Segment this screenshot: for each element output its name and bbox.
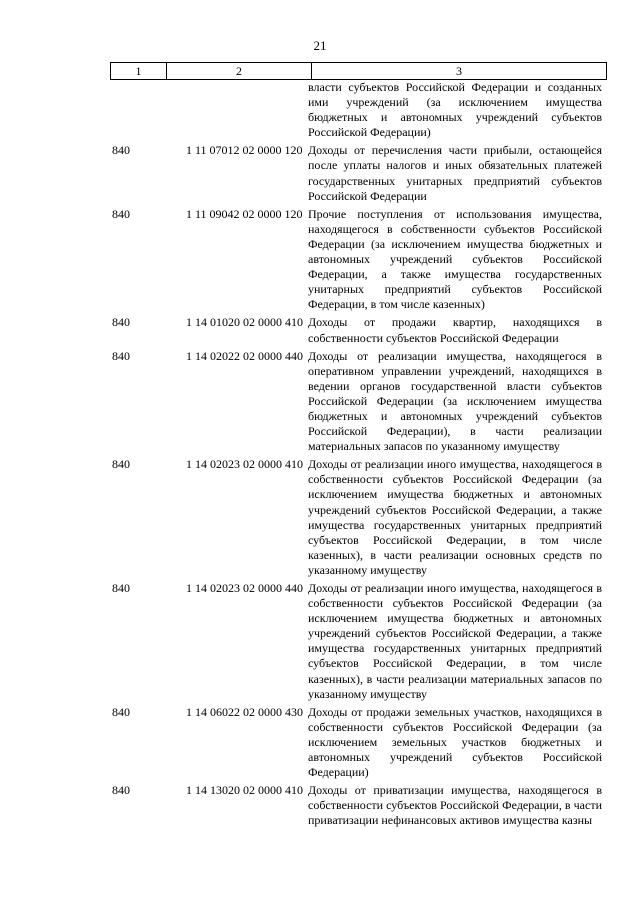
row-description: Доходы от реализации имущества, находящегося в оперативном управлении учреждений, находящихся в ведении органов государственной власти субъектов Российской Федерации (за исключением имущества бюджетных и автономных учреждений субъектов Российской Федерации), в части реализации материальных запасов по указанному имуществу [308, 348, 602, 454]
row-admin-code: 840 [112, 143, 130, 158]
row-description: Доходы от продажи квартир, находящихся в собственности субъектов Российской Федерации [308, 315, 602, 345]
table-row [0, 705, 640, 780]
row-kbk-code: 1 14 02023 02 0000 410 [186, 457, 303, 472]
row-description: Доходы от перечисления части прибыли, остающейся после уплаты налогов и иных обязательных платежей государственных унитарных предприятий субъектов Российской Федерации [308, 143, 602, 203]
table-row [0, 457, 640, 578]
table-body [0, 80, 640, 832]
row-admin-code: 840 [112, 783, 130, 798]
table-row [0, 581, 640, 702]
page-number: 21 [313, 38, 327, 53]
row-kbk-code: 1 14 02023 02 0000 440 [186, 581, 303, 595]
row-description: Доходы от приватизации имущества, находящегося в собственности субъектов Российской Федерации, в части приватизации нефинансовых активов имущества казны [308, 783, 602, 828]
row-admin-code: 840 [112, 206, 130, 221]
row-description: власти субъектов Российской Федерации и созданных ими учреждений (за исключением имущества бюджетных и автономных учреждений субъектов Российской Федерации) [308, 80, 602, 140]
table-row [0, 207, 640, 313]
row-kbk-code: 1 14 02022 02 0000 440 [186, 348, 303, 363]
row-description: Доходы от реализации иного имущества, находящегося в собственности субъектов Российской Федерации (за исключением имущества бюджетных и автономных учреждений субъектов Российской Федерации, а также имущества государственных унитарных предприятий субъектов Российской Федерации, в том числе казенных), в части реализации материальных запасов по указанному имуществу [308, 581, 602, 701]
table-row-continuation [0, 80, 640, 140]
row-kbk-code: 1 14 01020 02 0000 410 [186, 315, 303, 330]
row-description: Прочие поступления от использования имущества, находящегося в собственности субъектов Российской Федерации (за исключением имущества бюджетных и автономных учреждений субъектов Российской Федерации, а также имущества государственных унитарных предприятий субъектов Российской Федерации, в том числе казенных) [308, 206, 602, 312]
row-kbk-code: 1 11 09042 02 0000 120 [186, 206, 303, 221]
row-admin-code: 840 [112, 457, 130, 472]
table-row [0, 315, 640, 345]
row-admin-code: 840 [112, 704, 130, 719]
column-header-2: 2 [166, 63, 311, 79]
table-row [0, 349, 640, 455]
row-kbk-code: 1 14 13020 02 0000 410 [186, 783, 303, 798]
column-header-1: 1 [110, 63, 166, 79]
table-row [0, 143, 640, 203]
row-kbk-code: 1 14 06022 02 0000 430 [186, 704, 303, 719]
table-row [0, 783, 640, 828]
row-admin-code: 840 [112, 315, 130, 330]
row-kbk-code: 1 11 07012 02 0000 120 [186, 143, 303, 158]
row-admin-code: 840 [112, 581, 130, 595]
column-header-3: 3 [311, 63, 607, 79]
row-admin-code: 840 [112, 348, 130, 363]
table-header [110, 62, 607, 80]
row-description: Доходы от реализации иного имущества, находящегося в собственности субъектов Российской Федерации (за исключением имущества бюджетных и автономных учреждений субъектов Российской Федерации, а также имущества государственных унитарных предприятий субъектов Российской Федерации, в том числе казенных), в части реализации основных средств по указанному имуществу [308, 457, 602, 577]
row-description: Доходы от продажи земельных участков, находящихся в собственности субъектов Российской Федерации (за исключением земельных участков бюджетных и автономных учреждений субъектов Российской Федерации) [308, 704, 602, 780]
